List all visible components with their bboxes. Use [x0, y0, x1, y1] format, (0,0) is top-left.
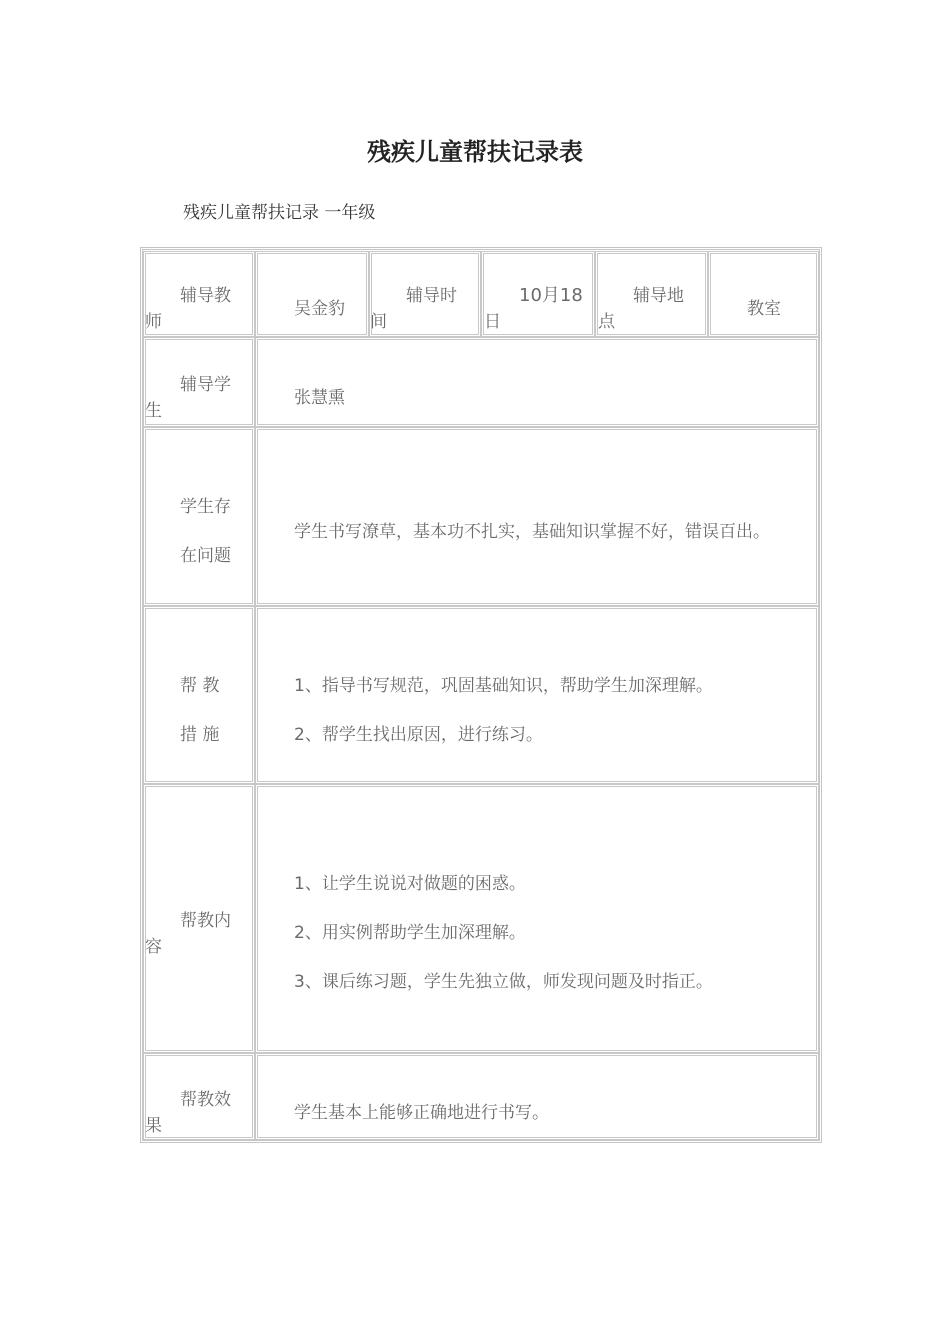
effect-label-line1: 帮教效 [180, 1090, 231, 1110]
measures-item-2: 2、帮学生找出原因，进行练习。 [294, 725, 543, 745]
teacher-label-line2: 师 [145, 312, 162, 332]
cell-student-value [255, 337, 819, 427]
teacher-label-line1: 辅导教 [180, 286, 231, 306]
content-item-1: 1、让学生说说对做题的困惑。 [294, 874, 526, 894]
content-item-3: 3、课后练习题，学生先独立做，师发现问题及时指正。 [294, 972, 713, 992]
page-title: 残疾儿童帮扶记录表 [367, 137, 583, 166]
time-label-line1: 辅导时 [406, 286, 457, 306]
problem-label-line2: 在问题 [180, 546, 231, 566]
place-label-line1: 辅导地 [633, 286, 684, 306]
measures-item-1: 1、指导书写规范，巩固基础知识，帮助学生加深理解。 [294, 676, 713, 696]
place-label-line2: 点 [598, 312, 615, 332]
cell-effect-value [255, 1053, 819, 1140]
time-value-line1: 10月18 [519, 285, 583, 306]
time-value-line2: 日 [484, 312, 501, 332]
page-subtitle: 残疾儿童帮扶记录 一年级 [183, 203, 376, 223]
content-item-2: 2、用实例帮助学生加深理解。 [294, 923, 526, 943]
problem-value: 学生书写潦草，基本功不扎实，基础知识掌握不好，错误百出。 [294, 522, 770, 542]
student-value: 张慧熏 [294, 388, 345, 408]
content-label-line1: 帮教内 [180, 911, 231, 931]
student-label-line2: 生 [145, 401, 162, 421]
problem-label-line1: 学生存 [180, 497, 231, 517]
teacher-value: 吴金豹 [294, 299, 345, 319]
measures-label-line1: 帮 教 [180, 676, 220, 696]
student-label-line1: 辅导学 [180, 375, 231, 395]
measures-label-line2: 措 施 [180, 725, 220, 745]
time-label-line2: 间 [370, 312, 387, 332]
content-label-line2: 容 [145, 937, 162, 957]
effect-label-line2: 果 [145, 1116, 162, 1136]
place-value: 教室 [747, 299, 781, 319]
effect-value: 学生基本上能够正确地进行书写。 [294, 1103, 549, 1123]
